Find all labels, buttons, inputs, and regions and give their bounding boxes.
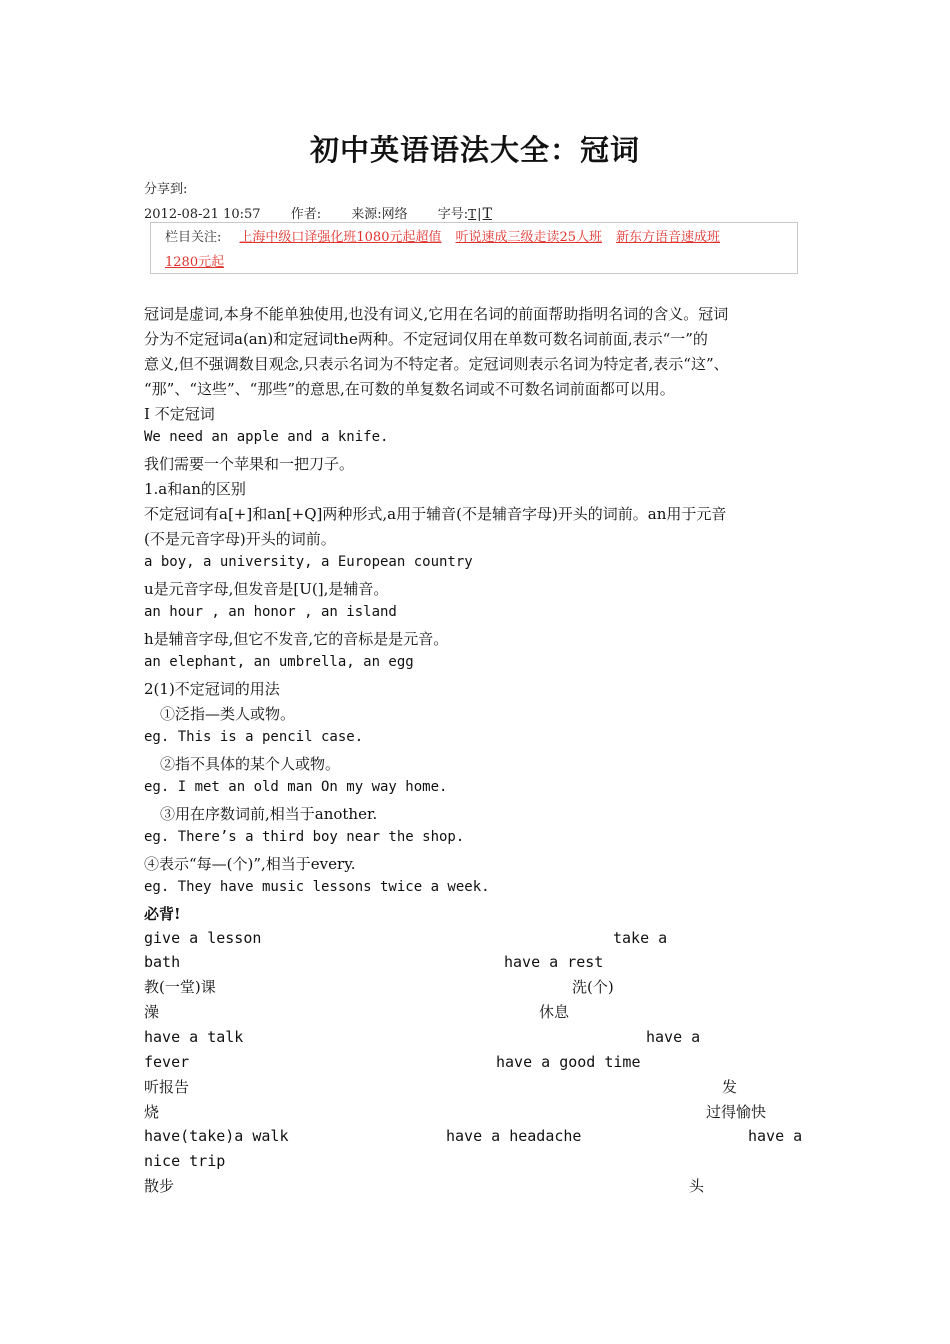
ad-link-interpretation[interactable]: 上海中级口译强化班1080元起超值 xyxy=(239,230,442,245)
usage-example: eg. There’s a third boy near the shop. xyxy=(144,829,465,845)
paragraph-line: 意义,但不强调数目观念,只表示名词为不特定者。定冠词则表示名词为特定者,表示“这”、 xyxy=(144,355,729,373)
phrase: have a xyxy=(646,1028,701,1046)
phrase-translation: 头 xyxy=(689,1177,705,1195)
example-words: a boy, a university, a European country xyxy=(144,554,473,570)
phrase-translation: 散步 xyxy=(144,1177,175,1195)
publish-date: 2012-08-21 10:57 xyxy=(144,207,261,222)
font-small-link[interactable]: T xyxy=(468,207,477,221)
usage-item: ②指不具体的某个人或物。 xyxy=(160,755,341,773)
phrase-translation: 教(一堂)课 xyxy=(144,978,216,996)
phrase: have(take)a walk xyxy=(144,1127,289,1145)
font-big-link[interactable]: T xyxy=(482,206,492,222)
subsection-heading: 1.a和an的区别 xyxy=(144,480,246,498)
article-meta xyxy=(144,203,518,222)
phrase: have a headache xyxy=(446,1127,582,1145)
ad-link-price[interactable]: 1280元起 xyxy=(165,255,225,270)
rule-text: 不定冠词有a[+]和an[+Q]两种形式,a用于辅音(不是辅音字母)开头的词前。an用于元音 xyxy=(144,505,727,523)
column-label: 栏目关注: xyxy=(165,230,222,245)
page-title: 初中英语语法大全：冠词 xyxy=(309,133,640,167)
phrase: have a rest xyxy=(504,953,604,971)
must-memorize-label: 必背! xyxy=(144,905,181,923)
example-words: an hour , an honor , an island xyxy=(144,604,397,620)
example-sentence: We need an apple and a knife. xyxy=(144,429,389,445)
phrase-translation: 洗(个) xyxy=(572,978,614,996)
usage-item: ①泛指—类人或物。 xyxy=(160,705,296,723)
ad-link-phonetics[interactable]: 新东方语音速成班 xyxy=(616,230,721,245)
phrase: take a xyxy=(613,929,668,947)
ad-link-listening[interactable]: 听说速成三级走读25人班 xyxy=(455,230,603,245)
font-size-control: 字号:T|T xyxy=(437,206,492,222)
usage-example: eg. They have music lessons twice a week. xyxy=(144,879,490,895)
phrase: nice trip xyxy=(144,1152,226,1170)
rule-text: (不是元音字母)开头的词前。 xyxy=(144,530,336,548)
usage-item: ④表示“每—(个)”,相当于every. xyxy=(144,855,356,873)
paragraph-line: “那”、“这些”、“那些”的意思,在可数的单复数名词或不可数名词前面都可以用。 xyxy=(144,380,675,398)
phrase: have a xyxy=(748,1127,803,1145)
source-label: 来源:网络 xyxy=(351,207,408,222)
phrase: have a talk xyxy=(144,1028,244,1046)
phrase-translation: 烧 xyxy=(144,1103,160,1121)
usage-example: eg. I met an old man On my way home. xyxy=(144,779,448,795)
paragraph-line: 分为不定冠词a(an)和定冠词the两种。不定冠词仅用在单数可数名词前面,表示“一”的 xyxy=(144,330,708,348)
example-translation: 我们需要一个苹果和一把刀子。 xyxy=(144,455,355,473)
usage-example: eg. This is a pencil case. xyxy=(144,729,364,745)
phrase-translation: 听报告 xyxy=(144,1078,190,1096)
phrase-translation: 发 xyxy=(722,1078,738,1096)
phrase-translation: 澡 xyxy=(144,1003,160,1021)
phrase-translation: 休息 xyxy=(539,1003,570,1021)
example-words: an elephant, an umbrella, an egg xyxy=(144,654,414,670)
paragraph-line: 冠词是虚词,本身不能单独使用,也没有词义,它用在名词的前面帮助指明名词的含义。冠词 xyxy=(144,305,729,323)
subsection-heading: 2(1)不定冠词的用法 xyxy=(144,680,280,698)
usage-item: ③用在序数词前,相当于another. xyxy=(160,805,378,823)
note-text: h是辅音字母,但它不发音,它的音标是是元音。 xyxy=(144,630,449,648)
author-label: 作者: xyxy=(290,207,322,222)
share-label: 分享到: xyxy=(144,182,188,197)
phrase: bath xyxy=(144,953,181,971)
section-heading: I 不定冠词 xyxy=(144,405,215,423)
phrase: give a lesson xyxy=(144,929,262,947)
phrase-translation: 过得愉快 xyxy=(706,1103,767,1121)
phrase: fever xyxy=(144,1053,190,1071)
note-text: u是元音字母,但发音是[U(],是辅音。 xyxy=(144,580,389,598)
phrase: have a good time xyxy=(496,1053,641,1071)
column-follow-box xyxy=(150,222,798,274)
